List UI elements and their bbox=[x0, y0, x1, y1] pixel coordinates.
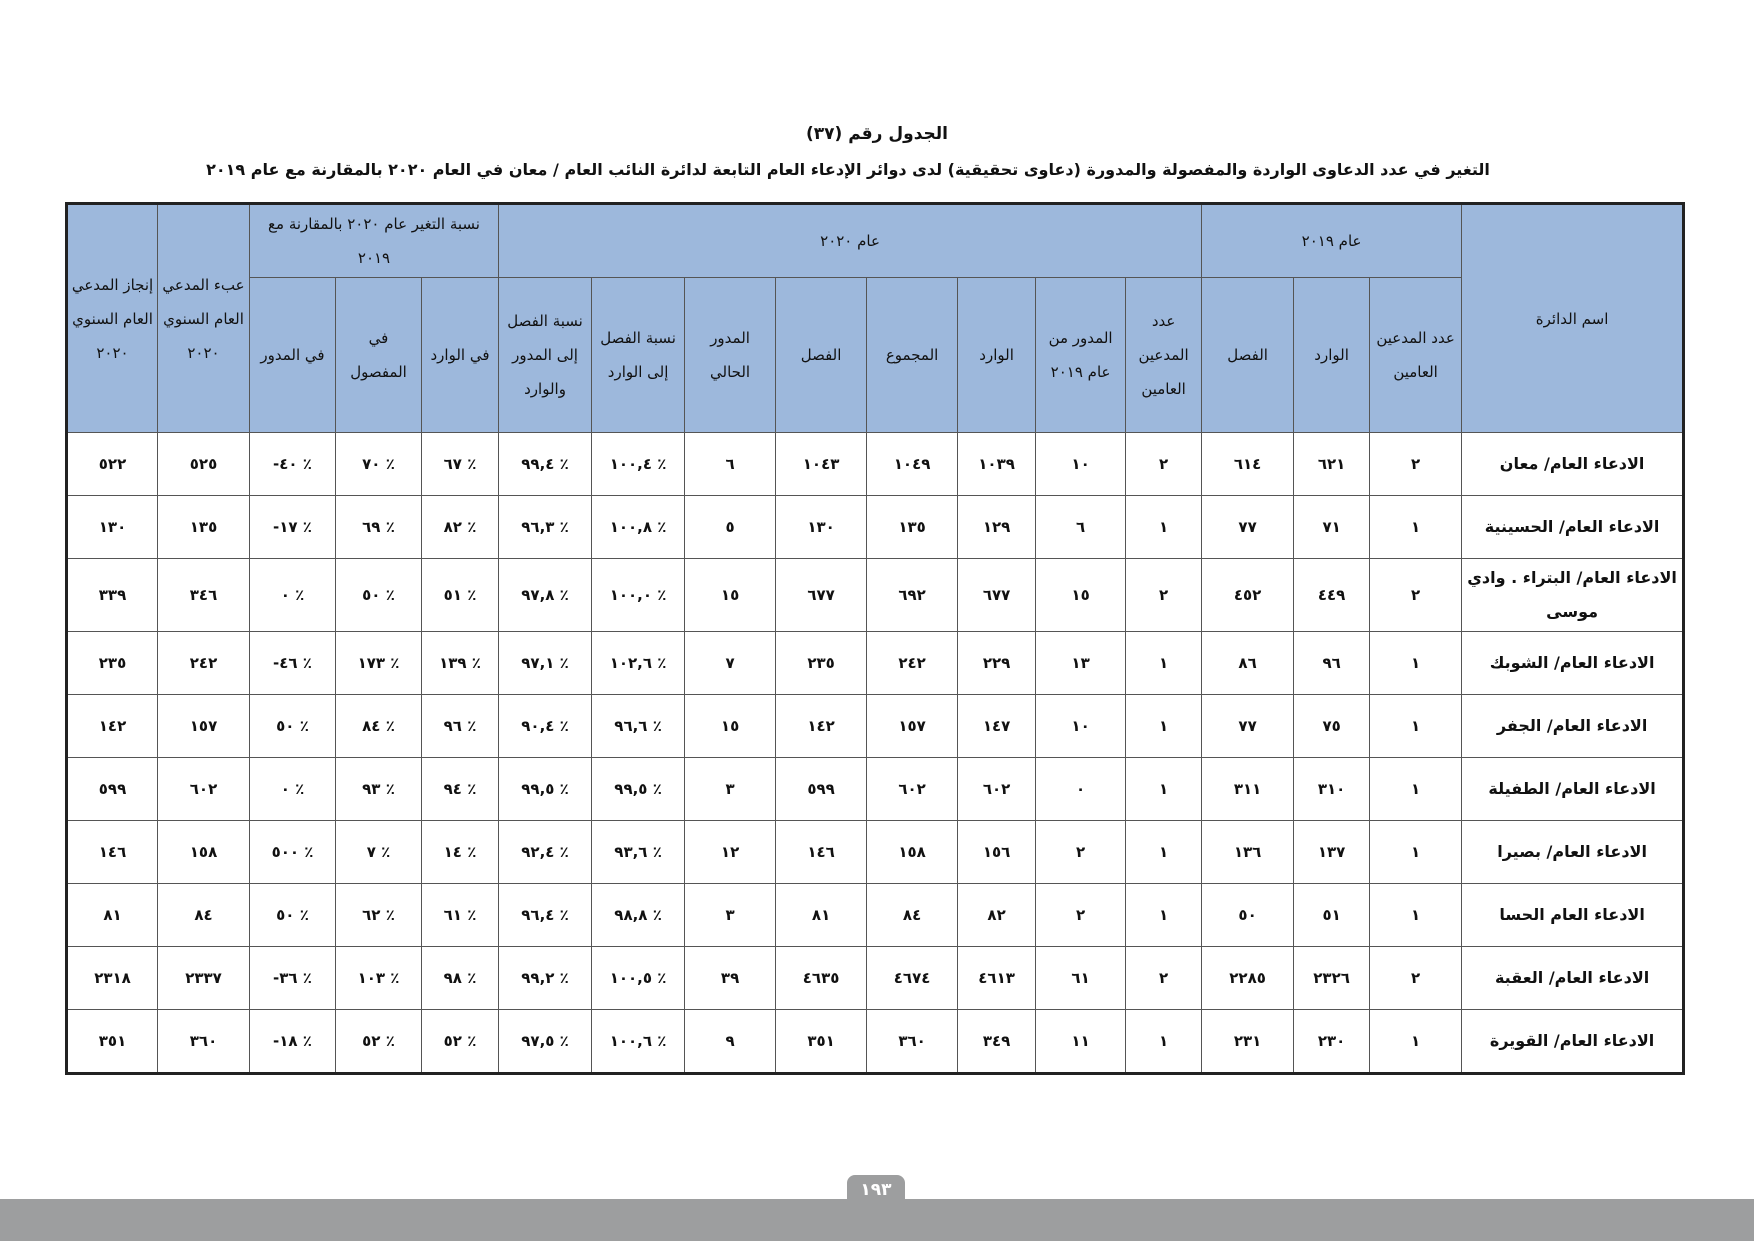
table-cell: ١ bbox=[1126, 695, 1202, 758]
table-cell: ١١ bbox=[1036, 1010, 1126, 1074]
table-cell: ٪ ٠ bbox=[250, 758, 336, 821]
table-cell: ٪ ٩٦,٤ bbox=[499, 884, 592, 947]
table-cell: ١ bbox=[1370, 821, 1462, 884]
table-cell: ٪ ١٠٠,٤ bbox=[592, 433, 685, 496]
table-cell: ٪ ٩٩,٤ bbox=[499, 433, 592, 496]
table-cell: ١٣٠ bbox=[67, 496, 158, 559]
table-cell: ٪ ٥٠٠ bbox=[250, 821, 336, 884]
table-cell: ٦٢١ bbox=[1294, 433, 1370, 496]
table-cell: ٪ ٦١ bbox=[422, 884, 499, 947]
page-title: الجدول رقم (٣٧) bbox=[805, 124, 948, 144]
table-cell: ١ bbox=[1126, 632, 1202, 695]
table-cell: ٣٥١ bbox=[776, 1010, 867, 1074]
table-cell: ٥٩٩ bbox=[776, 758, 867, 821]
table-cell: ٪ ١٣٩ bbox=[422, 632, 499, 695]
table-cell: ٤٦٧٤ bbox=[867, 947, 958, 1010]
table-cell: ١٤٦ bbox=[776, 821, 867, 884]
table-cell: ٥٢٥ bbox=[158, 433, 250, 496]
table-cell: ٣١١ bbox=[1202, 758, 1294, 821]
row-name-cell: الادعاء العام/ العقبة bbox=[1462, 947, 1684, 1010]
table-cell: ٪ ٧ bbox=[336, 821, 422, 884]
table-cell: ٪ ٩٣,٦ bbox=[592, 821, 685, 884]
table-cell: ٤٥٢ bbox=[1202, 559, 1294, 632]
table-cell: ٪ ٤٠- bbox=[250, 433, 336, 496]
table-cell: ١٥ bbox=[685, 559, 776, 632]
table-cell: ٤٤٩ bbox=[1294, 559, 1370, 632]
table-cell: ٪ ٤٦- bbox=[250, 632, 336, 695]
table-cell: ١ bbox=[1370, 758, 1462, 821]
header-2020-resolved: الفصل bbox=[776, 278, 867, 433]
table-cell: ١ bbox=[1126, 758, 1202, 821]
table-cell: ١٠ bbox=[1036, 695, 1126, 758]
table-cell: ٣ bbox=[685, 758, 776, 821]
table-cell: ١٣٦ bbox=[1202, 821, 1294, 884]
table-cell: ٦٠٢ bbox=[867, 758, 958, 821]
table-cell: ٪ ١٤ bbox=[422, 821, 499, 884]
header-2020-pending: المدور الحالي bbox=[685, 278, 776, 433]
table-cell: ١٤٦ bbox=[67, 821, 158, 884]
table-cell: ٪ ٩٩,٥ bbox=[499, 758, 592, 821]
header-group-2019: عام ٢٠١٩ bbox=[1202, 204, 1462, 278]
table-cell: ٪ ٦٢ bbox=[336, 884, 422, 947]
table-cell: ٩ bbox=[685, 1010, 776, 1074]
table-row bbox=[67, 947, 1684, 1010]
table-cell: ٣٩ bbox=[685, 947, 776, 1010]
table-row bbox=[67, 821, 1684, 884]
table-cell: ٪ ١٠٠,٠ bbox=[592, 559, 685, 632]
table-cell: ٢٣١ bbox=[1202, 1010, 1294, 1074]
data-table bbox=[65, 202, 1685, 1075]
table-row bbox=[67, 1010, 1684, 1074]
table-cell: ١٠٣٩ bbox=[958, 433, 1036, 496]
table-row bbox=[67, 884, 1684, 947]
table-cell: ٪ ٧٠ bbox=[336, 433, 422, 496]
table-cell: ٪ ٨٤ bbox=[336, 695, 422, 758]
table-cell: ٣٦٠ bbox=[158, 1010, 250, 1074]
table-cell: ٥٢٢ bbox=[67, 433, 158, 496]
table-cell: ٦٧٧ bbox=[958, 559, 1036, 632]
table-cell: ٢ bbox=[1126, 433, 1202, 496]
table-cell: ١٥٨ bbox=[867, 821, 958, 884]
table-cell: ٪ ٦٩ bbox=[336, 496, 422, 559]
table-cell: ٪ ٨٢ bbox=[422, 496, 499, 559]
table-body bbox=[67, 433, 1684, 1074]
table-row bbox=[67, 758, 1684, 821]
header-group-2020: عام ٢٠٢٠ bbox=[499, 204, 1202, 278]
header-change-incoming: في الوارد bbox=[422, 278, 499, 433]
table-cell: ٢٤٢ bbox=[867, 632, 958, 695]
table-cell: ١٠٤٩ bbox=[867, 433, 958, 496]
table-cell: ٪ ١٨- bbox=[250, 1010, 336, 1074]
table-cell: ٣ bbox=[685, 884, 776, 947]
table-cell: ٪ ٥٠ bbox=[250, 884, 336, 947]
header-group-change: نسبة التغير عام ٢٠٢٠ بالمقارنة مع ٢٠١٩ bbox=[250, 204, 499, 278]
table-cell: ٪ ٩٢,٤ bbox=[499, 821, 592, 884]
table-cell: ٪ ٩٦,٦ bbox=[592, 695, 685, 758]
table-cell: ٨٤ bbox=[867, 884, 958, 947]
header-2020-ratio-incoming: نسبة الفصل إلى الوارد bbox=[592, 278, 685, 433]
table-cell: ٪ ١٠٠,٥ bbox=[592, 947, 685, 1010]
table-cell: ٢ bbox=[1036, 821, 1126, 884]
table-cell: ٪ ٠ bbox=[250, 559, 336, 632]
table-cell: ١ bbox=[1370, 632, 1462, 695]
header-2020-prosecutors: عدد المدعين العامين bbox=[1126, 278, 1202, 433]
table-cell: ٢ bbox=[1126, 947, 1202, 1010]
table-cell: ٣٦٠ bbox=[867, 1010, 958, 1074]
header-change-pending: في المدور bbox=[250, 278, 336, 433]
table-cell: ٪ ١٧- bbox=[250, 496, 336, 559]
table-cell: ٪ ٩٩,٥ bbox=[592, 758, 685, 821]
table-cell: ٪ ٥٢ bbox=[336, 1010, 422, 1074]
table-cell: ١٤٢ bbox=[67, 695, 158, 758]
table-cell: ٥ bbox=[685, 496, 776, 559]
header-2019-resolved: الفصل bbox=[1202, 278, 1294, 433]
table-cell: ١ bbox=[1370, 496, 1462, 559]
table-cell: ٧٥ bbox=[1294, 695, 1370, 758]
table-cell: ٪ ٩٩,٢ bbox=[499, 947, 592, 1010]
table-cell: ١٥٧ bbox=[158, 695, 250, 758]
table-cell: ٪ ٩٦,٣ bbox=[499, 496, 592, 559]
row-name-cell: الادعاء العام/ الطفيلة bbox=[1462, 758, 1684, 821]
table-cell: ٢ bbox=[1370, 559, 1462, 632]
table-cell: ١٢٩ bbox=[958, 496, 1036, 559]
table-cell: ٨٢ bbox=[958, 884, 1036, 947]
table-cell: ١٢ bbox=[685, 821, 776, 884]
table-cell: ١٣ bbox=[1036, 632, 1126, 695]
table-cell: ١٣٧ bbox=[1294, 821, 1370, 884]
header-2020-ratio-total: نسبة الفصل إلى المدور والوارد bbox=[499, 278, 592, 433]
table-cell: ٢٣٥ bbox=[776, 632, 867, 695]
table-cell: ٢٣٠ bbox=[1294, 1010, 1370, 1074]
table-row bbox=[67, 559, 1684, 632]
table-cell: ١٥ bbox=[685, 695, 776, 758]
table-cell: ٦٧٧ bbox=[776, 559, 867, 632]
header-2019-prosecutors: عدد المدعين العامين bbox=[1370, 278, 1462, 433]
page-number: ١٩٣ bbox=[847, 1175, 905, 1203]
table-cell: ٦٠٢ bbox=[158, 758, 250, 821]
table-cell: ٨٤ bbox=[158, 884, 250, 947]
table-cell: ٦٩٢ bbox=[867, 559, 958, 632]
table-cell: ٥١ bbox=[1294, 884, 1370, 947]
table-cell: ٦١ bbox=[1036, 947, 1126, 1010]
table-cell: ٢٣٣٧ bbox=[158, 947, 250, 1010]
row-name-cell: الادعاء العام/ الحسينية bbox=[1462, 496, 1684, 559]
table-cell: ٢ bbox=[1036, 884, 1126, 947]
table-cell: ١ bbox=[1370, 884, 1462, 947]
table-cell: ١٤٢ bbox=[776, 695, 867, 758]
table-cell: ٪ ٩٧,٥ bbox=[499, 1010, 592, 1074]
table-row bbox=[67, 433, 1684, 496]
table-cell: ٪ ٩٨,٨ bbox=[592, 884, 685, 947]
table-cell: ٣٤٩ bbox=[958, 1010, 1036, 1074]
table-cell: ٦٠٢ bbox=[958, 758, 1036, 821]
table-cell: ٣٣٩ bbox=[67, 559, 158, 632]
table-cell: ١ bbox=[1370, 695, 1462, 758]
table-cell: ٥٠ bbox=[1202, 884, 1294, 947]
table-cell: ٩٦ bbox=[1294, 632, 1370, 695]
table-cell: ١٥٦ bbox=[958, 821, 1036, 884]
row-name-cell: الادعاء العام الحسا bbox=[1462, 884, 1684, 947]
table-cell: ٢٢٨٥ bbox=[1202, 947, 1294, 1010]
table-cell: ٪ ١٠٠,٨ bbox=[592, 496, 685, 559]
table-cell: ١٣٥ bbox=[867, 496, 958, 559]
footer-bar bbox=[0, 1199, 1754, 1241]
table-cell: ٥٩٩ bbox=[67, 758, 158, 821]
header-burden: عبء المدعي العام السنوي ٢٠٢٠ bbox=[158, 204, 250, 433]
table-cell: ١٠ bbox=[1036, 433, 1126, 496]
table-cell: ٢٣٢٦ bbox=[1294, 947, 1370, 1010]
table-cell: ١ bbox=[1370, 1010, 1462, 1074]
table-cell: ١ bbox=[1126, 821, 1202, 884]
table-cell: ١٣٥ bbox=[158, 496, 250, 559]
row-name-cell: الادعاء العام/ الشوبك bbox=[1462, 632, 1684, 695]
table-cell: ٨١ bbox=[67, 884, 158, 947]
table-cell: ١٥٧ bbox=[867, 695, 958, 758]
table-cell: ٢ bbox=[1370, 433, 1462, 496]
table-row bbox=[67, 695, 1684, 758]
table-cell: ٧٧ bbox=[1202, 496, 1294, 559]
row-name-cell: الادعاء العام/ الجفر bbox=[1462, 695, 1684, 758]
table-cell: ٣١٠ bbox=[1294, 758, 1370, 821]
table-cell: ٪ ٩٠,٤ bbox=[499, 695, 592, 758]
table-cell: ١ bbox=[1126, 496, 1202, 559]
row-name-cell: الادعاء العام/ البتراء . وادي موسى bbox=[1462, 559, 1684, 632]
header-achievement: إنجاز المدعي العام السنوي ٢٠٢٠ bbox=[67, 204, 158, 433]
table-cell: ٣٤٦ bbox=[158, 559, 250, 632]
table-cell: ٪ ١٠٣ bbox=[336, 947, 422, 1010]
header-name: اسم الدائرة bbox=[1462, 204, 1684, 433]
table-cell: ٢٣١٨ bbox=[67, 947, 158, 1010]
table-cell: ١٥ bbox=[1036, 559, 1126, 632]
table-cell: ٨١ bbox=[776, 884, 867, 947]
row-name-cell: الادعاء العام/ بصيرا bbox=[1462, 821, 1684, 884]
row-name-cell: الادعاء العام/ معان bbox=[1462, 433, 1684, 496]
table-cell: ٧ bbox=[685, 632, 776, 695]
table-cell: ١ bbox=[1126, 884, 1202, 947]
header-2020-carried-over: المدور من عام ٢٠١٩ bbox=[1036, 278, 1126, 433]
table-cell: ٧١ bbox=[1294, 496, 1370, 559]
table-cell: ١ bbox=[1126, 1010, 1202, 1074]
table-cell: ٢ bbox=[1370, 947, 1462, 1010]
table-cell: ٪ ٥٠ bbox=[336, 559, 422, 632]
header-row-groups bbox=[67, 204, 1684, 278]
header-2020-total: المجموع bbox=[867, 278, 958, 433]
table-cell: ٪ ١٧٣ bbox=[336, 632, 422, 695]
page-subtitle: التغير في عدد الدعاوى الواردة والمفصولة والمدورة (دعاوى تحقيقية) لدى دوائر الإدعاء العام التابعة لدائرة النائب العام / معان في العام ٢٠٢٠ بالمقارنة مع عام ٢٠١٩ bbox=[206, 160, 1490, 179]
table-cell: ٤٦١٣ bbox=[958, 947, 1036, 1010]
table-row bbox=[67, 632, 1684, 695]
table-cell: ١٠٤٣ bbox=[776, 433, 867, 496]
header-row-columns bbox=[67, 278, 1684, 433]
table-cell: ٦١٤ bbox=[1202, 433, 1294, 496]
table-cell: ٪ ٦٧ bbox=[422, 433, 499, 496]
table-cell: ٦ bbox=[685, 433, 776, 496]
table-cell: ٪ ٥١ bbox=[422, 559, 499, 632]
table-cell: ٪ ٣٦- bbox=[250, 947, 336, 1010]
table-cell: ٪ ٩٧,١ bbox=[499, 632, 592, 695]
table-cell: ٪ ٩٧,٨ bbox=[499, 559, 592, 632]
row-name-cell: الادعاء العام/ القويرة bbox=[1462, 1010, 1684, 1074]
table-row bbox=[67, 496, 1684, 559]
header-2020-incoming: الوارد bbox=[958, 278, 1036, 433]
table-cell: ٪ ٥٢ bbox=[422, 1010, 499, 1074]
table-cell: ٠ bbox=[1036, 758, 1126, 821]
table-cell: ٦ bbox=[1036, 496, 1126, 559]
table-cell: ٨٦ bbox=[1202, 632, 1294, 695]
table-cell: ٢٢٩ bbox=[958, 632, 1036, 695]
table-cell: ٪ ٥٠ bbox=[250, 695, 336, 758]
table-cell: ٪ ١٠٢,٦ bbox=[592, 632, 685, 695]
table-cell: ١٣٠ bbox=[776, 496, 867, 559]
table-cell: ٪ ١٠٠,٦ bbox=[592, 1010, 685, 1074]
table-cell: ٢ bbox=[1126, 559, 1202, 632]
table-cell: ١٥٨ bbox=[158, 821, 250, 884]
table-cell: ٪ ٩٣ bbox=[336, 758, 422, 821]
table-cell: ٧٧ bbox=[1202, 695, 1294, 758]
table-cell: ٣٥١ bbox=[67, 1010, 158, 1074]
table-cell: ٪ ٩٨ bbox=[422, 947, 499, 1010]
table-cell: ٢٣٥ bbox=[67, 632, 158, 695]
header-2019-incoming: الوارد bbox=[1294, 278, 1370, 433]
table-cell: ٢٤٢ bbox=[158, 632, 250, 695]
table-cell: ٤٦٣٥ bbox=[776, 947, 867, 1010]
header-change-resolved: في المفصول bbox=[336, 278, 422, 433]
table-cell: ١٤٧ bbox=[958, 695, 1036, 758]
table-cell: ٪ ٩٦ bbox=[422, 695, 499, 758]
table-cell: ٪ ٩٤ bbox=[422, 758, 499, 821]
